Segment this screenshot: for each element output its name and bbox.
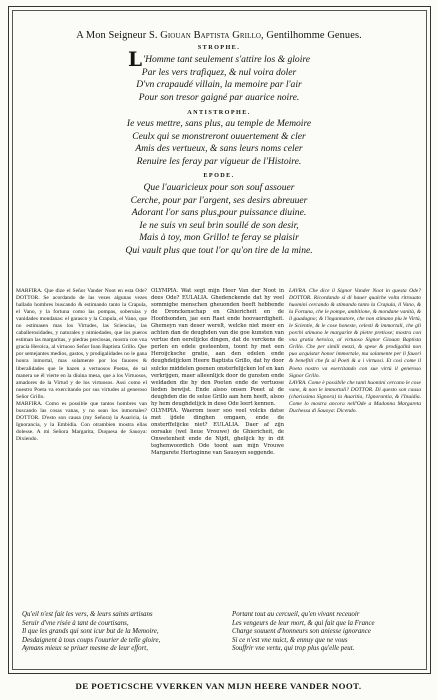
verse-line: Ceulx qui se monstreront ouuertement & cler (132, 130, 306, 142)
verse-line: Il que les grands qui sont icur but de la Memoire, (22, 628, 159, 636)
verse-line: D'vn crapaudé villain, la memoire par l'air (136, 79, 302, 91)
commentary-paragraph: LAVRA. Come è possibile che tanti huomini cercano le cose vane, & non le immortali? DOTTOR. Di questo son causa (charissima Signora) la Auaritia, l'Ignorantia, & l'Inuidia. Come lo mostra ancora nell'Ode a Madonna Margareta Duchessa di Sauoya: Dicendo. (289, 379, 421, 414)
verse-line: Qu'eil n'est fait les vers, & leurs saints artisans (22, 611, 153, 618)
verse-line: Qui vault plus que tout l'or qu'on tire de la mine. (125, 244, 313, 256)
verse-line: Charge souuent d'honneurs son aniesse ignorance (232, 628, 371, 636)
commentary-paragraph: LAVRA. Che dice il Signor Vander Noot in questa Ode? DOTTOR. Ricordando si di hauer qualche volta ritrouato huomini cercando & stimando tanto la Crapula, il Vano, & la Fortuna, che le pompe, ambitione, & mondane vanità, & il guadagno; & l'ingannatore, che non stimano piu le Virtù, le Scientie, & le cose honeste, celesti & immortali, che gli porchi stimano le margarite & pietre pretiose; mostra con vna gratia heroica, al virtuoso Signor Giouan Baptista Grillo. Che per simili mezzi, & spese & prodigalità non puo acquistar honor immortale, ma solamente per li fauori & benefitii che fa ai Poeti & a i virtuosi. Et cosi come il Poeta nostro va esercitando con sue virtù il generoso Signor Grillo. (289, 288, 421, 379)
verse-line: Pour son tresor gaigné par auarice noire. (138, 91, 300, 103)
antistrophe-verse (14, 118, 424, 168)
strophe-heading: STROPHE. (197, 44, 241, 51)
drop-cap: L (127, 47, 143, 71)
verse-line: Par les vers trafiquez, & nul voira doler (141, 66, 297, 78)
antistrophe-heading: ANTISTROPHE. (187, 109, 251, 116)
verse-line: Renuire les feray par vigueur de l'Histoire. (136, 155, 302, 167)
verse-line: Que l'auaricieux pour son souf assouer (143, 182, 295, 193)
verse-line: Adorant l'or sans plus,pour puissance diuine. (131, 207, 307, 219)
commentary-paragraph: OLYMPIA. Wat segt mijn Heer Van der Noot in dees Ode? EULALIA. Ghedenckende dat hy veel sommighe menschen gheuonden heeft hebbende de Dronckenschap en Ghiericheit en de Hoofdsonden, jae een Raet ende hoovaerdigheit. Ghemeyn van deser werelt, welcke niet meer en achten dan de deughden van die goe kunsten van vertue den eerelijcke dingen, dat de verckens de perlen en edele gesteenten, toont hy met een Heroijcksche gratie, aan den edelen ende deughdelijcken Heere Baptista Grillo, dat hy door sulcke middelen geenen onsterfelijcken lof en kan verkrijgen, maer alleenlijck door de gunsten ende weldaden die hy den Poeten ende de vertuose lieden bewijst. Ende alsoo onsen Poeet al de deughden die de selue Grillo aan hem heeft, alsoo hy hem deughdelijck in dese Ode leert kennen. (151, 288, 284, 407)
running-footer: DE POETICSCHE VVERKEN VAN MIJN HEERE VANDER NOOT. (75, 681, 362, 691)
epode-heading: EPODE. (203, 172, 235, 179)
verse-line: Mais à toy, mon Grillo! te feray se plaisir (139, 232, 299, 244)
closing-verse-left (22, 611, 222, 654)
verse-line: Si ce n'est vne nuict, & ennuy que ne vous (232, 636, 348, 644)
commentary-paragraph: OLYMPIA. Waerom isser soo veel volcks datse met ijdele dinghen omgaen, ende de onsterffelijcke niet? EULALIA. Daer af zijn oorsake (wel lieue Vrouwe) de Ghiericheit, de Onwetenheit ende de Nijdt, ghelijck hy in dit teghenwoordich Ode toont aan mijn Vrouwe Margarete Hertoginne van Sauoyen seggende. (151, 407, 284, 457)
title-name: Giouan Baptista Grillo, (160, 30, 264, 41)
verse-line: Ie veus mettre, sans plus, au temple de Memoire (126, 118, 312, 129)
dutch-commentary (151, 288, 284, 610)
verse-line: Les vengeurs de leur mort, & qui fait que la France (232, 619, 375, 627)
spanish-commentary (16, 288, 147, 606)
verse-line: Cerche, pour par l'argent, ses desirs abreuuer (130, 194, 308, 206)
title-prefix: A Mon Seigneur S. (76, 30, 158, 41)
commentary-paragraph: MARFIRA. Que dize el Señor Vander Noot en esta Ode? DOTTOR. Se acordando de las vezes algunas vezes hallado hombres buscando & estimando tanto la Crapula, el Vano, y la fortuna como las pompas, soberuias y vanidades mondanas: el garasco y la Crapula, el Vano, que no estimasen mas los Virtudes, las Sciencias, las caballerosidades, y naturales y nimiedades, que los pueros estiman las margaritas, y piedras preciosas, mostra con vna gracia Heroica, al virtuoso Señor Ioan Baptista Grillo. Que por semejantes medios, gastos, y prodigalidades no le gana honra inmortal, mas solamente por los fauores & liberalidades que le hazen a vertuosos Poetas, de tal manera ue él vierte en la diuina mesa, que a los Virtuosos, amadores de la Virtud y de los virtuosos. Assi como el nuestro Poeta va exercitando por sus virtudes al generoso Señor Grillo. (16, 288, 147, 400)
dedication-title (14, 30, 424, 41)
verse-line: L'Homme tant seulement s'attire los & gloire (127, 47, 311, 71)
epode-verse (14, 182, 424, 258)
verse-line: Desdaignent à tous coups l'ouurier de telle gloire, (22, 636, 161, 644)
italian-commentary (289, 288, 421, 588)
commentary-paragraph: MARFIRA. Como es possible que tantos hombres van buscando las cosas vanas, y no sean los inmortales? DOTTOR. D'esto son causa (my Señora) la Auaricia, la Ignorancia, y la Embidia. Con otrambien mostra ellas dolesse. A mi Señora Margarita, Duquesa de Sauoya: Dixiendo. (16, 400, 147, 442)
verse-line: Souffrir vne vertu, qui trop plus qu'elle peut. (232, 645, 355, 653)
verse-line: Amis des vertueux, & sans leurs noms celer (135, 143, 303, 155)
closing-verse-right (232, 611, 432, 654)
verse-line: Seruir d'vne risée à tant de courtisans, (22, 619, 129, 627)
title-suffix: Gentilhomme Genues. (266, 30, 362, 41)
verse-line: Portant tout au cercueil, qu'en vivant receuoir (232, 611, 360, 618)
verse-line: Aymans mieux se priuer mesme de leur effort, (22, 645, 148, 653)
verse-line: Ie ne suis vn seul brin soullé de son desir, (139, 219, 299, 231)
